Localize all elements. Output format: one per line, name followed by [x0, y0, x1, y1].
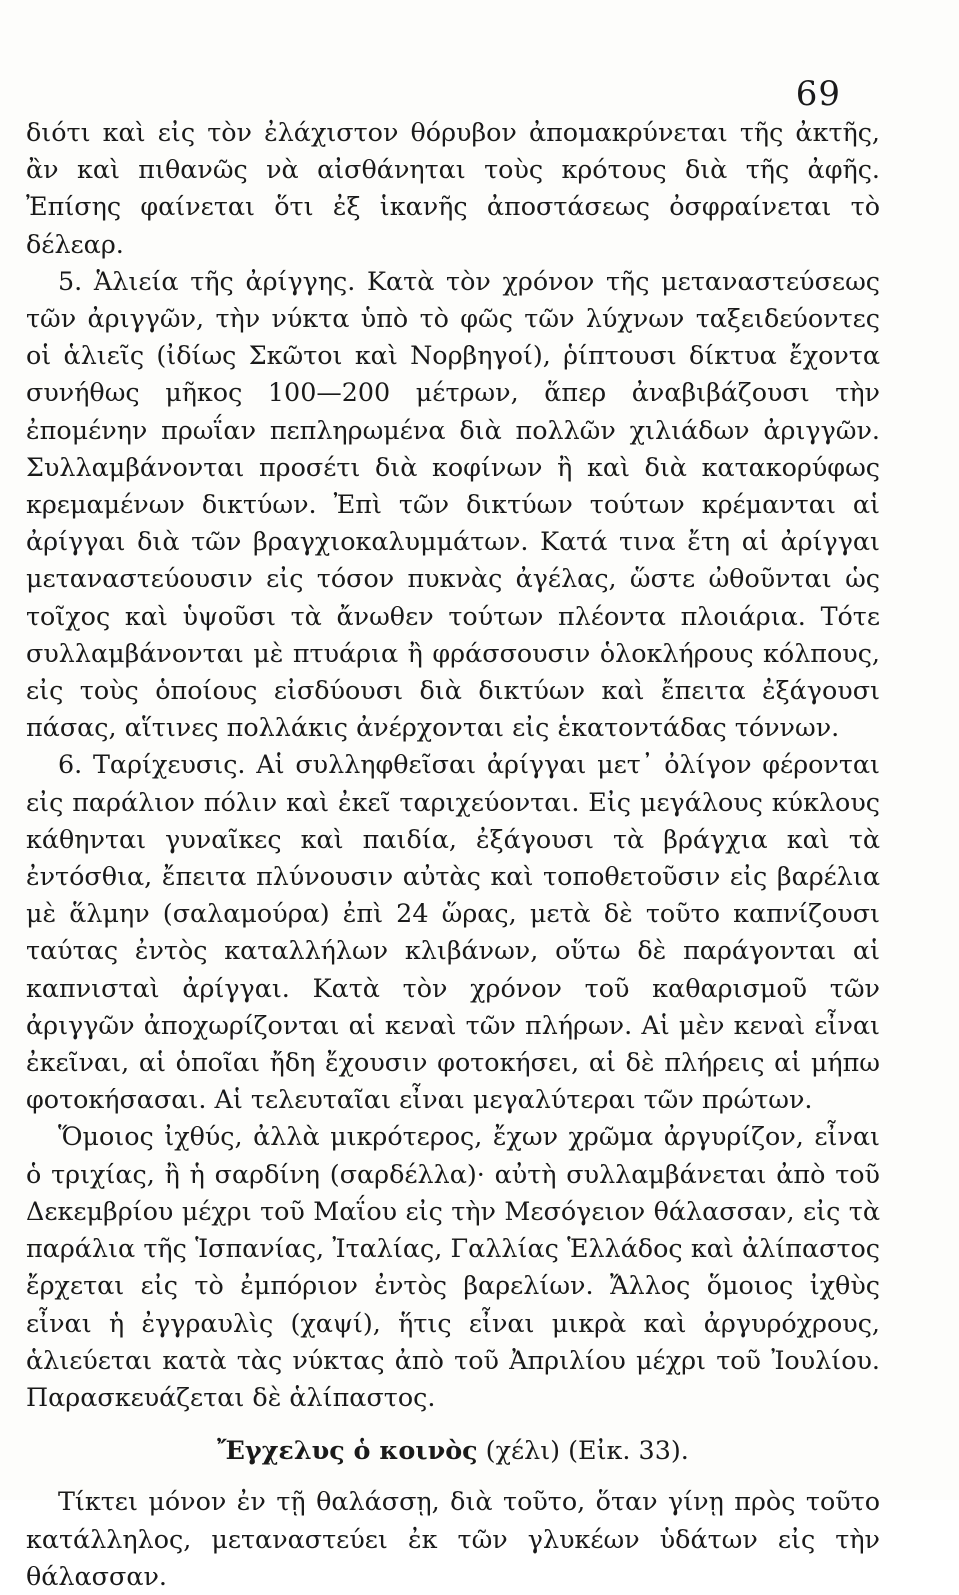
heading-bold-title: Ἔγχελυς ὁ κοινὸς	[217, 1435, 478, 1466]
page-number: 69	[795, 74, 841, 114]
heading-subtitle: (χέλι) (Εἰκ. 33).	[477, 1435, 689, 1466]
page-body	[26, 114, 880, 1595]
paragraph-4-sardine: Ὅμοιος ἰχθύς, ἀλλὰ μικρότερος, ἔχων χρῶμα ἀργυρίζον, εἶναι ὁ τριχίας, ἢ ἡ σαρδίνη (σαρδέλλα)· αὐτὴ συλλαμβάνεται ἀπὸ τοῦ Δεκεμβρίου μέχρι τοῦ Μαΐου εἰς τὴν Μεσόγειον θάλασσαν, εἰς τὰ παράλια τῆς Ἱσπανίας, Ἰταλίας, Γαλλίας Ἑλλάδος καὶ ἀλίπαστος ἔρχεται εἰς τὸ ἐμπόριον ἐντὸς βαρελίων. Ἄλλος ὅμοιος ἰχθὺς εἶναι ἡ ἐγγραυλὶς (χαψί), ἥτις εἶναι μικρὰ καὶ ἀργυρόχρους, ἁλιεύεται κατὰ τὰς νύκτας ἀπὸ τοῦ Ἀπριλίου μέχρι τοῦ Ἰουλίου. Παρασκευάζεται δὲ ἁλίπαστος.	[26, 1121, 880, 1412]
section-heading-eel	[26, 1432, 880, 1469]
paragraph-2-herring-fishing: 5. Ἁλιεία τῆς ἀρίγγης. Κατὰ τὸν χρόνον τῆς μεταναστεύσεως τῶν ἀριγγῶν, τὴν νύκτα ὑπὸ τὸ φῶς τῶν λύχνων ταξειδεύοντες οἱ ἁλιεῖς (ἰδίως Σκῶτοι καὶ Νορβηγοί), ῥίπτουσι δίκτυα ἔχοντα συνήθως μῆκος 100—200 μέτρων, ἅπερ ἀναβιβάζουσι τὴν ἐπομένην πρωΐαν πεπληρωμένα διὰ πολλῶν χιλιάδων ἀριγγῶν. Συλλαμβάνονται προσέτι διὰ κοφίνων ἢ καὶ διὰ κατακορύφως κρεμαμένων δικτύων. Ἐπὶ τῶν δικτύων τούτων κρέμανται αἱ ἀρίγγαι διὰ τῶν βραγχιοκαλυμμάτων. Κατά τινα ἔτη αἱ ἀρίγγαι μεταναστεύουσιν εἰς τόσον πυκνὰς ἀγέλας, ὥστε ὠθοῦνται ὡς τοῖχος καὶ ὑψοῦσι τὰ ἄνωθεν τούτων πλέοντα πλοιάρια. Τότε συλλαμβάνονται μὲ πτυάρια ἢ φράσσουσιν ὁλοκλήρους κόλπους, εἰς τοὺς ὁποίους εἰσδύουσι διὰ δικτύων καὶ ἔπειτα ἐξάγουσι πάσας, αἵτινες πολλάκις ἀνέρχονται εἰς ἑκατοντάδας τόννων.	[26, 265, 880, 743]
paragraph-3-curing: 6. Ταρίχευσις. Αἱ συλληφθεῖσαι ἀρίγγαι μετ᾽ ὀλίγον φέρονται εἰς παράλιον πόλιν καὶ ἐκεῖ ταριχεύονται. Εἰς μεγάλους κύκλους κάθηνται γυναῖκες καὶ παιδία, ἐξάγουσι τὰ βράγχια καὶ τὰ ἐντόσθια, ἔπειτα πλύνουσιν αὐτὰς καὶ τοποθετοῦσιν εἰς βαρέλια μὲ ἅλμην (σαλαμούρα) ἐπὶ 24 ὥρας, μετὰ δὲ τοῦτο καπνίζουσι ταύτας ἐντὸς καταλλήλων κλιβάνων, οὕτω δὲ παράγονται αἱ καπνισταὶ ἀρίγγαι. Κατὰ τὸν χρόνον τοῦ καθαρισμοῦ τῶν ἀριγγῶν ἀποχωρίζονται αἱ κεναὶ τῶν πλήρων. Αἱ μὲν κεναὶ εἶναι ἐκεῖναι, αἱ ὁποῖαι ἤδη ἔχουσιν φοτοκήσει, αἱ δὲ πλήρεις αἱ μήπω φοτοκήσασαι. Αἱ τελευταῖαι εἶναι μεγαλύτεραι τῶν πρώτων.	[26, 749, 880, 1115]
paragraph-1: διότι καὶ εἰς τὸν ἐλάχιστον θόρυβον ἀπομακρύνεται τῆς ἀκτῆς, ἂν καὶ πιθανῶς νὰ αἰσθάνηται τοὺς κρότους διὰ τῆς ἀφῆς. Ἐπίσης φαίνεται ὅτι ἐξ ἱκανῆς ἀποστάσεως ὀσφραίνεται τὸ δέλεαρ.	[26, 117, 880, 259]
paragraph-5-eel: Τίκτει μόνον ἐν τῇ θαλάσσῃ, διὰ τοῦτο, ὅταν γίνῃ πρὸς τοῦτο κατάλληλος, μεταναστεύει ἐκ τῶν γλυκέων ὑδάτων εἰς τὴν θάλασσαν.	[26, 1486, 880, 1591]
